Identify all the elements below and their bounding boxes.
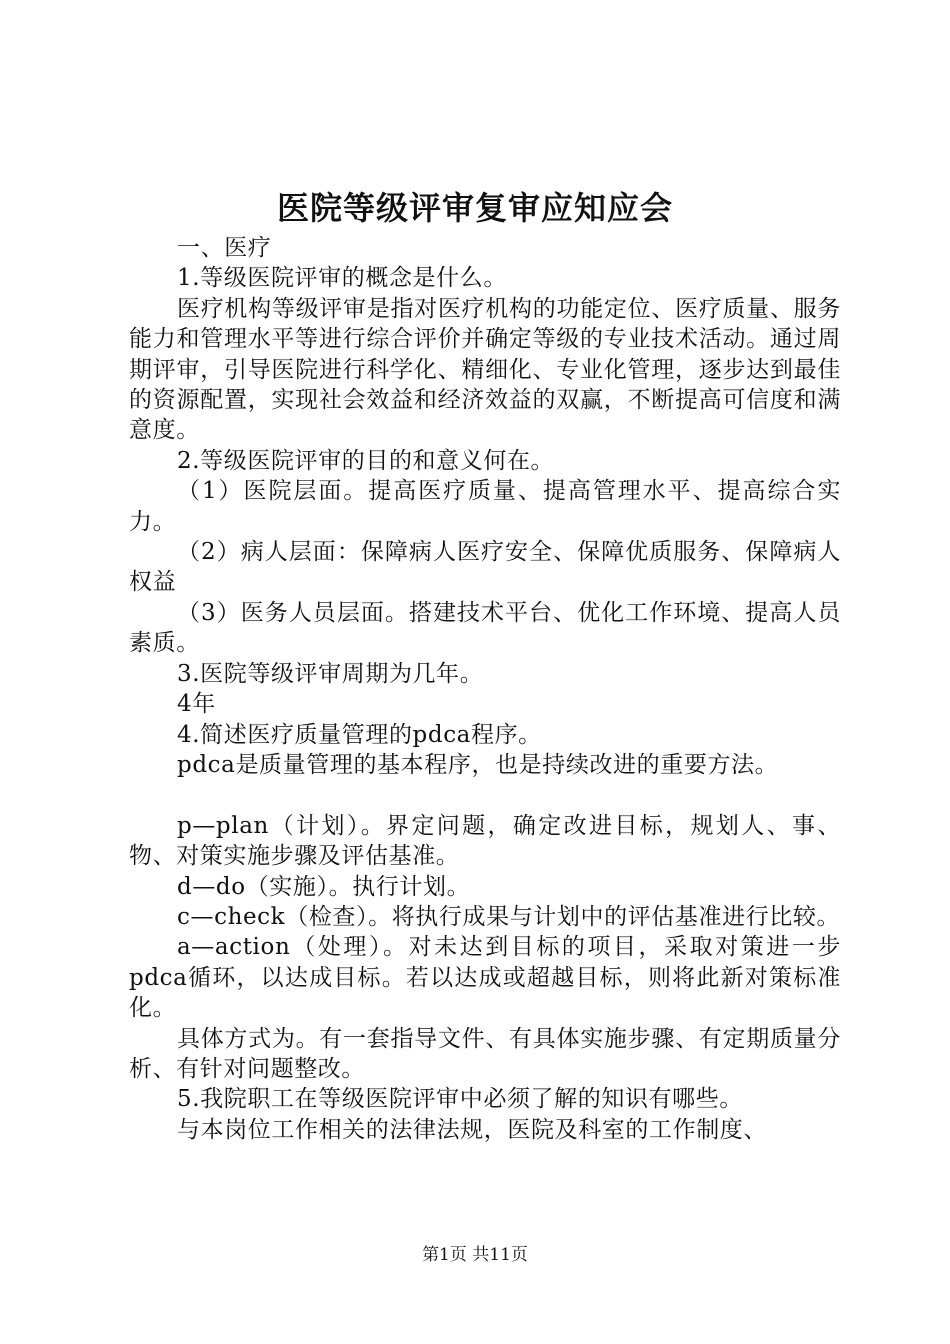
question-1: 1.等级医院评审的概念是什么。 [177,265,507,292]
page-footer: 第1页 共11页 [422,1245,528,1265]
answer-2-item-3: （3）医务人员层面。搭建技术平台、优化工作环境、提高人员素质。 [129,599,841,657]
question-5: 5.我院职工在等级医院评审中必须了解的知识有哪些。 [177,1086,743,1113]
answer-4-method: 具体方式为。有一套指导文件、有具体实施步骤、有定期质量分析、有针对问题整改。 [129,1025,841,1082]
answer-5: 与本岗位工作相关的法律法规，医院及科室的工作制度、 [177,1116,767,1143]
answer-2-item-2: （2）病人层面：保障病人医疗安全、保障优质服务、保障病人权益 [129,539,841,596]
answer-4-check: c—check（检查）。将执行成果与计划中的评估基准进行比较。 [177,903,841,930]
paragraph-gap [129,780,841,810]
document-title: 医院等级评审复审应知应会 [276,189,673,227]
answer-4-action: a—action（处理）。对未达到目标的项目，采取对策进一步pdca循环，以达成目标。若以达成或超越目标，则将此新对策标准化。 [129,934,841,1022]
question-2: 2.等级医院评审的目的和意义何在。 [177,447,555,474]
answer-4-do: d—do（实施）。执行计划。 [177,873,471,900]
answer-4-intro: pdca是质量管理的基本程序，也是持续改进的重要方法。 [177,751,779,778]
answer-2-item-1: （1）医院层面。提高医疗质量、提高管理水平、提高综合实力。 [129,478,841,535]
answer-1: 医疗机构等级评审是指对医疗机构的功能定位、医疗质量、服务能力和管理水平等进行综合评价并确定等级的专业技术活动。通过周期评审，引导医院进行科学化、精细化、专业化管理，逐步达到最佳的资源配置，实现社会效益和经济效益的双赢，不断提高可信度和满意度。 [129,295,841,444]
section-heading: 一、医疗 [177,235,272,261]
question-4: 4.简述医疗质量管理的pdca程序。 [177,721,542,748]
answer-4-plan: p—plan（计划）。界定问题，确定改进目标，规划人、事、物、对策实施步骤及评估基准。 [129,812,841,870]
answer-3: 4年 [177,691,216,718]
document-body [129,233,841,1145]
question-3: 3.医院等级评审周期为几年。 [177,660,484,687]
